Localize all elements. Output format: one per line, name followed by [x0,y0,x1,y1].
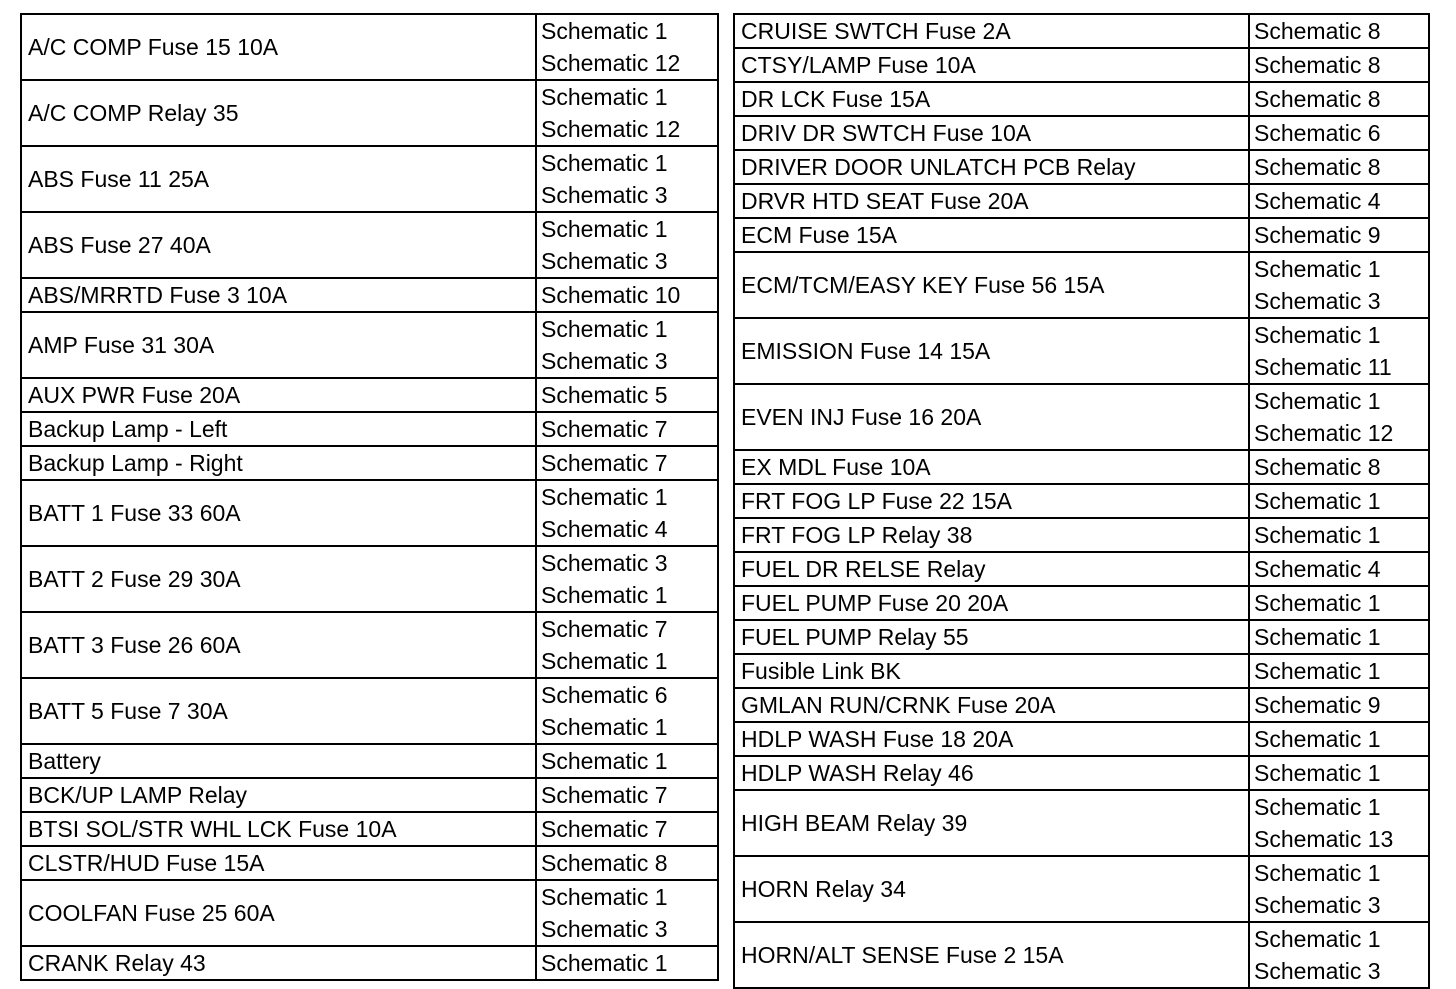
table-row [21,678,718,744]
table-row [21,880,718,946]
component-name-cell: ABS Fuse 11 25A [21,146,536,212]
schematic-ref-cell [1249,116,1429,150]
schematic-ref: Schematic 1 [1254,322,1381,348]
table-row [734,48,1429,82]
schematic-ref: Schematic 1 [541,884,668,910]
schematic-ref-cell [536,612,718,678]
table-row [734,82,1429,116]
table-row [734,484,1429,518]
schematic-ref: Schematic 1 [541,950,668,976]
table-row [21,446,718,480]
component-name-cell: BATT 1 Fuse 33 60A [21,480,536,546]
component-name-cell: FUEL PUMP Fuse 20 20A [734,586,1249,620]
schematic-ref: Schematic 1 [1254,926,1381,952]
table-body [734,14,1429,988]
table-row [734,450,1429,484]
table-row [734,790,1429,856]
schematic-ref-cell [536,412,718,446]
table-row [734,922,1429,988]
schematic-ref: Schematic 1 [1254,658,1381,684]
table-row [21,278,718,312]
schematic-ref: Schematic 9 [1254,692,1381,718]
table-row [21,212,718,278]
schematic-ref: Schematic 7 [541,782,668,808]
table-row [734,756,1429,790]
schematic-ref: Schematic 1 [1254,488,1381,514]
schematic-ref: Schematic 1 [1254,256,1381,282]
table-row [734,184,1429,218]
component-name-cell: Fusible Link BK [734,654,1249,688]
schematic-ref: Schematic 9 [1254,222,1381,248]
schematic-ref: Schematic 3 [541,916,668,942]
schematic-ref-cell [1249,318,1429,384]
table-row [21,612,718,678]
schematic-ref-cell [536,812,718,846]
component-name-cell: EVEN INJ Fuse 16 20A [734,384,1249,450]
table-row [21,378,718,412]
schematic-ref-cell [1249,722,1429,756]
component-name-cell: DR LCK Fuse 15A [734,82,1249,116]
schematic-ref: Schematic 3 [541,550,668,576]
component-name-cell: A/C COMP Relay 35 [21,80,536,146]
schematic-ref-cell [1249,654,1429,688]
schematic-ref: Schematic 8 [1254,154,1381,180]
schematic-ref: Schematic 1 [541,648,668,674]
schematic-ref: Schematic 12 [541,116,681,142]
schematic-ref-cell [536,446,718,480]
schematic-ref-cell [536,278,718,312]
schematic-ref: Schematic 12 [1254,420,1394,446]
schematic-ref-cell [1249,484,1429,518]
schematic-ref: Schematic 8 [541,850,668,876]
component-name-cell: COOLFAN Fuse 25 60A [21,880,536,946]
schematic-ref: Schematic 3 [1254,288,1381,314]
table-row [21,80,718,146]
schematic-ref: Schematic 1 [1254,388,1381,414]
component-name-cell: BATT 3 Fuse 26 60A [21,612,536,678]
schematic-ref-cell [1249,688,1429,722]
component-name-cell: FUEL PUMP Relay 55 [734,620,1249,654]
component-name-cell: FUEL DR RELSE Relay [734,552,1249,586]
component-name-cell: FRT FOG LP Fuse 22 15A [734,484,1249,518]
schematic-ref: Schematic 1 [541,216,668,242]
schematic-ref: Schematic 1 [541,582,668,608]
schematic-ref-cell [1249,48,1429,82]
table-row [734,318,1429,384]
schematic-ref-cell [1249,384,1429,450]
schematic-ref: Schematic 8 [1254,86,1381,112]
schematic-ref-cell [1249,790,1429,856]
component-name-cell: ECM Fuse 15A [734,218,1249,252]
schematic-ref: Schematic 3 [541,182,668,208]
schematic-ref: Schematic 1 [1254,624,1381,650]
table-row [21,312,718,378]
table-row [734,116,1429,150]
table-row [734,252,1429,318]
schematic-ref-cell [1249,586,1429,620]
schematic-ref-cell [1249,620,1429,654]
component-name-cell: CLSTR/HUD Fuse 15A [21,846,536,880]
component-name-cell: GMLAN RUN/CRNK Fuse 20A [734,688,1249,722]
schematic-ref: Schematic 11 [1254,354,1392,380]
schematic-ref: Schematic 1 [541,316,668,342]
schematic-ref: Schematic 7 [541,816,668,842]
table-row [21,778,718,812]
schematic-ref: Schematic 13 [1254,826,1394,852]
component-name-cell: AMP Fuse 31 30A [21,312,536,378]
component-name-cell: ABS/MRRTD Fuse 3 10A [21,278,536,312]
schematic-ref: Schematic 7 [541,616,668,642]
schematic-ref-cell [1249,82,1429,116]
schematic-ref-cell [536,146,718,212]
table-row [734,518,1429,552]
schematic-ref: Schematic 1 [541,748,668,774]
component-name-cell: HDLP WASH Fuse 18 20A [734,722,1249,756]
schematic-ref: Schematic 1 [1254,726,1381,752]
table-row [21,546,718,612]
schematic-ref-cell [536,378,718,412]
schematic-ref-cell [536,546,718,612]
table-row [734,688,1429,722]
schematic-ref: Schematic 4 [1254,556,1381,582]
schematic-ref-cell [1249,150,1429,184]
schematic-ref: Schematic 4 [1254,188,1381,214]
schematic-ref: Schematic 1 [1254,860,1381,886]
schematic-ref: Schematic 1 [1254,590,1381,616]
component-name-cell: BTSI SOL/STR WHL LCK Fuse 10A [21,812,536,846]
schematic-ref: Schematic 4 [541,516,668,542]
schematic-ref: Schematic 10 [541,282,681,308]
component-name-cell: Battery [21,744,536,778]
schematic-ref-cell [1249,218,1429,252]
schematic-ref: Schematic 5 [541,382,668,408]
schematic-ref-cell [536,312,718,378]
schematic-ref-cell [536,744,718,778]
table-row [21,812,718,846]
component-name-cell: EMISSION Fuse 14 15A [734,318,1249,384]
component-name-cell: HIGH BEAM Relay 39 [734,790,1249,856]
schematic-ref-cell [536,678,718,744]
schematic-ref-cell [1249,518,1429,552]
table-row [734,150,1429,184]
component-name-cell: Backup Lamp - Right [21,446,536,480]
component-name-cell: Backup Lamp - Left [21,412,536,446]
component-name-cell: CRANK Relay 43 [21,946,536,980]
schematic-ref-cell [536,778,718,812]
schematic-ref-cell [1249,184,1429,218]
schematic-ref: Schematic 3 [1254,958,1381,984]
schematic-ref-cell [536,14,718,80]
schematic-ref: Schematic 1 [541,150,668,176]
schematic-ref: Schematic 1 [1254,522,1381,548]
schematic-ref: Schematic 1 [1254,794,1381,820]
component-name-cell: HORN Relay 34 [734,856,1249,922]
table-row [734,552,1429,586]
schematic-ref: Schematic 1 [1254,760,1381,786]
schematic-ref: Schematic 6 [1254,120,1381,146]
schematic-ref: Schematic 3 [1254,892,1381,918]
schematic-ref-cell [536,846,718,880]
table-row [734,586,1429,620]
component-name-cell: DRIV DR SWTCH Fuse 10A [734,116,1249,150]
component-name-cell: FRT FOG LP Relay 38 [734,518,1249,552]
schematic-ref-cell [536,946,718,980]
component-name-cell: ECM/TCM/EASY KEY Fuse 56 15A [734,252,1249,318]
table-row [734,218,1429,252]
schematic-ref: Schematic 6 [541,682,668,708]
schematic-ref-cell [1249,552,1429,586]
schematic-ref: Schematic 12 [541,50,681,76]
schematic-ref: Schematic 8 [1254,18,1381,44]
component-name-cell: AUX PWR Fuse 20A [21,378,536,412]
component-name-cell: HDLP WASH Relay 46 [734,756,1249,790]
component-index-table-right [733,13,1430,989]
schematic-ref-cell [1249,14,1429,48]
component-name-cell: BATT 2 Fuse 29 30A [21,546,536,612]
component-name-cell: EX MDL Fuse 10A [734,450,1249,484]
component-name-cell: DRIVER DOOR UNLATCH PCB Relay [734,150,1249,184]
component-name-cell: CTSY/LAMP Fuse 10A [734,48,1249,82]
table-row [21,946,718,980]
table-row [734,654,1429,688]
schematic-ref-cell [1249,252,1429,318]
schematic-ref-cell [1249,856,1429,922]
table-row [21,14,718,80]
schematic-ref: Schematic 8 [1254,454,1381,480]
table-row [21,744,718,778]
component-name-cell: ABS Fuse 27 40A [21,212,536,278]
schematic-ref-cell [536,80,718,146]
table-row [21,412,718,446]
schematic-ref-cell [536,212,718,278]
table-row [734,856,1429,922]
schematic-ref: Schematic 8 [1254,52,1381,78]
table-row [21,480,718,546]
schematic-ref: Schematic 1 [541,714,668,740]
component-name-cell: CRUISE SWTCH Fuse 2A [734,14,1249,48]
schematic-ref-cell [1249,450,1429,484]
schematic-ref: Schematic 1 [541,18,668,44]
table-row [734,384,1429,450]
schematic-ref-cell [1249,922,1429,988]
schematic-ref: Schematic 7 [541,450,668,476]
component-name-cell: A/C COMP Fuse 15 10A [21,14,536,80]
component-name-cell: DRVR HTD SEAT Fuse 20A [734,184,1249,218]
table-row [734,722,1429,756]
schematic-ref-cell [536,880,718,946]
component-name-cell: HORN/ALT SENSE Fuse 2 15A [734,922,1249,988]
schematic-ref: Schematic 3 [541,348,668,374]
component-name-cell: BATT 5 Fuse 7 30A [21,678,536,744]
component-index-table-left [20,13,719,981]
schematic-ref: Schematic 3 [541,248,668,274]
component-name-cell: BCK/UP LAMP Relay [21,778,536,812]
table-row [734,14,1429,48]
schematic-ref-cell [536,480,718,546]
schematic-ref: Schematic 1 [541,484,668,510]
table-row [734,620,1429,654]
table-body [21,14,718,980]
schematic-ref-cell [1249,756,1429,790]
schematic-ref: Schematic 1 [541,84,668,110]
table-row [21,146,718,212]
schematic-ref: Schematic 7 [541,416,668,442]
table-row [21,846,718,880]
